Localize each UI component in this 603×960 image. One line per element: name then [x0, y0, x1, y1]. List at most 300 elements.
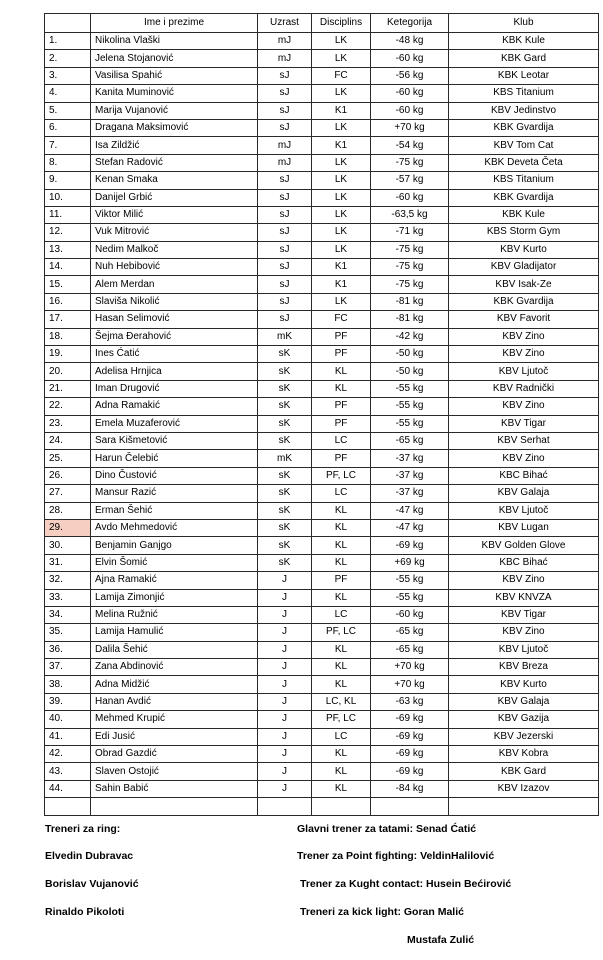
table-row — [45, 398, 599, 415]
competitor-name-cell: Marija Vujanović — [91, 102, 258, 119]
table-row — [45, 241, 599, 258]
age-group-cell: J — [258, 693, 312, 710]
competitor-name-cell: Vuk Mitrović — [91, 224, 258, 241]
table-header-row — [45, 14, 599, 33]
table-row — [45, 659, 599, 676]
table-row — [45, 641, 599, 658]
competitor-name-cell: Lamija Zimonjić — [91, 589, 258, 606]
weight-category-cell: -75 kg — [371, 259, 449, 276]
discipline-cell: LK — [312, 50, 371, 67]
header-number — [45, 14, 91, 33]
table-row — [45, 467, 599, 484]
weight-category-cell: -84 kg — [371, 780, 449, 797]
table-row — [45, 537, 599, 554]
club-cell: KBV Zino — [449, 328, 599, 345]
competitor-name-cell: Stefan Radović — [91, 154, 258, 171]
discipline-cell: PF — [312, 572, 371, 589]
age-group-cell: J — [258, 676, 312, 693]
weight-category-cell: -37 kg — [371, 485, 449, 502]
table-row — [45, 346, 599, 363]
weight-category-cell: -60 kg — [371, 85, 449, 102]
discipline-cell: LK — [312, 241, 371, 258]
ring-coach-name: Borislav Vujanović — [45, 878, 139, 890]
discipline-cell: LC — [312, 606, 371, 623]
age-group-cell — [258, 798, 312, 815]
competitor-name-cell: Ines Ćatić — [91, 346, 258, 363]
row-number-cell: 11. — [45, 206, 91, 223]
age-group-cell: sJ — [258, 293, 312, 310]
discipline-cell: PF — [312, 415, 371, 432]
weight-category-cell: -65 kg — [371, 432, 449, 449]
table-row — [45, 763, 599, 780]
club-cell: KBK Kule — [449, 206, 599, 223]
table-row — [45, 293, 599, 310]
competitor-name-cell: Nedim Malkoč — [91, 241, 258, 258]
club-cell: KBK Gvardija — [449, 119, 599, 136]
row-number-cell: 29. — [45, 519, 91, 536]
table-row — [45, 589, 599, 606]
table-row — [45, 276, 599, 293]
table-row — [45, 676, 599, 693]
discipline-cell: LK — [312, 172, 371, 189]
row-number-cell: 18. — [45, 328, 91, 345]
club-cell: KBV Izazov — [449, 780, 599, 797]
age-group-cell: mJ — [258, 33, 312, 50]
age-group-cell: J — [258, 728, 312, 745]
row-number-cell: 26. — [45, 467, 91, 484]
competitor-name-cell: Vasilisa Spahić — [91, 67, 258, 84]
competitor-name-cell: Lamija Hamulić — [91, 624, 258, 641]
row-number-cell: 16. — [45, 293, 91, 310]
weight-category-cell: -54 kg — [371, 137, 449, 154]
weight-category-cell: -75 kg — [371, 241, 449, 258]
club-cell: KBV Isak-Ze — [449, 276, 599, 293]
club-cell: KBV Golden Glove — [449, 537, 599, 554]
table-row — [45, 432, 599, 449]
weight-category-cell: -42 kg — [371, 328, 449, 345]
row-number-cell: 7. — [45, 137, 91, 154]
table-row — [45, 119, 599, 136]
discipline-cell: LK — [312, 33, 371, 50]
age-group-cell: sK — [258, 432, 312, 449]
weight-category-cell: -47 kg — [371, 502, 449, 519]
club-cell: KBV Lugan — [449, 519, 599, 536]
table-row — [45, 380, 599, 397]
club-cell: KBV Zino — [449, 346, 599, 363]
row-number-cell: 30. — [45, 537, 91, 554]
row-number-cell: 35. — [45, 624, 91, 641]
age-group-cell: J — [258, 711, 312, 728]
club-cell: KBV Galaja — [449, 485, 599, 502]
table-row — [45, 50, 599, 67]
row-number-cell: 10. — [45, 189, 91, 206]
table-row — [45, 259, 599, 276]
weight-category-cell: -55 kg — [371, 380, 449, 397]
weight-category-cell: -50 kg — [371, 363, 449, 380]
ring-coach-name: Rinaldo Pikoloti — [45, 906, 125, 918]
club-cell: KBV KNVZA — [449, 589, 599, 606]
age-group-cell: sJ — [258, 102, 312, 119]
row-number-cell: 32. — [45, 572, 91, 589]
competitor-name-cell: Adna Ramakić — [91, 398, 258, 415]
club-cell: KBV Ljutoč — [449, 363, 599, 380]
row-number-cell: 9. — [45, 172, 91, 189]
competitor-name-cell: Emela Muzaferović — [91, 415, 258, 432]
age-group-cell: sJ — [258, 276, 312, 293]
ring-coaches-heading: Treneri za ring: — [45, 823, 121, 835]
row-number-cell: 6. — [45, 119, 91, 136]
row-number-cell: 25. — [45, 450, 91, 467]
table-row — [45, 450, 599, 467]
club-cell: KBV Serhat — [449, 432, 599, 449]
competitor-name-cell: Viktor Milić — [91, 206, 258, 223]
competitor-name-cell: Slaven Ostojić — [91, 763, 258, 780]
weight-category-cell: +69 kg — [371, 554, 449, 571]
discipline-cell: KL — [312, 363, 371, 380]
club-cell: KBV Gazija — [449, 711, 599, 728]
competitor-name-cell: Edi Jusić — [91, 728, 258, 745]
club-cell: KBS Storm Gym — [449, 224, 599, 241]
discipline-cell: LK — [312, 189, 371, 206]
weight-category-cell: +70 kg — [371, 119, 449, 136]
club-cell: KBV Breza — [449, 659, 599, 676]
table-row — [45, 798, 599, 815]
weight-category-cell: -75 kg — [371, 276, 449, 293]
discipline-cell: PF — [312, 346, 371, 363]
header-name: Ime i prezime — [91, 14, 258, 33]
competitor-name-cell: Danijel Grbić — [91, 189, 258, 206]
club-cell: KBV Kurto — [449, 676, 599, 693]
row-number-cell: 15. — [45, 276, 91, 293]
competitor-name-cell: Adna Midžić — [91, 676, 258, 693]
row-number-cell: 2. — [45, 50, 91, 67]
discipline-cell: KL — [312, 589, 371, 606]
weight-category-cell: -71 kg — [371, 224, 449, 241]
discipline-cell: KL — [312, 537, 371, 554]
discipline-cell: LC, KL — [312, 693, 371, 710]
age-group-cell: J — [258, 746, 312, 763]
weight-category-cell: -60 kg — [371, 606, 449, 623]
table-row — [45, 154, 599, 171]
discipline-cell: KL — [312, 502, 371, 519]
weight-category-cell: -65 kg — [371, 641, 449, 658]
age-group-cell: sK — [258, 467, 312, 484]
weight-category-cell: -55 kg — [371, 398, 449, 415]
table-row — [45, 728, 599, 745]
competitor-name-cell: Mehmed Krupić — [91, 711, 258, 728]
table-row — [45, 172, 599, 189]
discipline-cell: KL — [312, 641, 371, 658]
age-group-cell: sK — [258, 554, 312, 571]
age-group-cell: sK — [258, 485, 312, 502]
row-number-cell: 12. — [45, 224, 91, 241]
weight-category-cell: -63,5 kg — [371, 206, 449, 223]
age-group-cell: mJ — [258, 50, 312, 67]
competitor-name-cell: Slaviša Nikolić — [91, 293, 258, 310]
discipline-cell: K1 — [312, 102, 371, 119]
weight-category-cell: -37 kg — [371, 450, 449, 467]
kick-contact-coach: Trener za Kught contact: Husein Bećirović — [300, 878, 512, 890]
age-group-cell: mK — [258, 450, 312, 467]
row-number-cell — [45, 798, 91, 815]
age-group-cell: sJ — [258, 189, 312, 206]
row-number-cell: 17. — [45, 311, 91, 328]
age-group-cell: sJ — [258, 206, 312, 223]
kick-light-coach-2: Mustafa Zulić — [407, 934, 475, 946]
weight-category-cell: -37 kg — [371, 467, 449, 484]
competitor-name-cell: Erman Šehić — [91, 502, 258, 519]
age-group-cell: sK — [258, 415, 312, 432]
table-row — [45, 137, 599, 154]
row-number-cell: 31. — [45, 554, 91, 571]
row-number-cell: 38. — [45, 676, 91, 693]
weight-category-cell: -69 kg — [371, 537, 449, 554]
discipline-cell: PF — [312, 450, 371, 467]
age-group-cell: mJ — [258, 154, 312, 171]
competitor-name-cell: Hasan Selimović — [91, 311, 258, 328]
table-row — [45, 606, 599, 623]
club-cell: KBV Zino — [449, 398, 599, 415]
row-number-cell: 3. — [45, 67, 91, 84]
club-cell: KBV Kobra — [449, 746, 599, 763]
discipline-cell: LK — [312, 85, 371, 102]
club-cell: KBV Ljutoč — [449, 641, 599, 658]
kick-light-coaches: Treneri za kick light: Goran Malić — [300, 906, 464, 918]
club-cell: KBV Galaja — [449, 693, 599, 710]
weight-category-cell: -60 kg — [371, 102, 449, 119]
club-cell — [449, 798, 599, 815]
weight-category-cell: -63 kg — [371, 693, 449, 710]
row-number-cell: 4. — [45, 85, 91, 102]
row-number-cell: 24. — [45, 432, 91, 449]
head-coach-tatami: Glavni trener za tatami: Senad Ćatić — [297, 823, 477, 835]
discipline-cell: LC — [312, 485, 371, 502]
row-number-cell: 28. — [45, 502, 91, 519]
row-number-cell: 20. — [45, 363, 91, 380]
competitor-name-cell: Avdo Mehmedović — [91, 519, 258, 536]
competitor-name-cell: Šejma Đerahović — [91, 328, 258, 345]
row-number-cell: 34. — [45, 606, 91, 623]
weight-category-cell: -69 kg — [371, 711, 449, 728]
competitor-name-cell: Ajna Ramakić — [91, 572, 258, 589]
weight-category-cell: -69 kg — [371, 728, 449, 745]
competitor-name-cell: Zana Abdinović — [91, 659, 258, 676]
header-age: Uzrast — [258, 14, 312, 33]
discipline-cell: LK — [312, 154, 371, 171]
discipline-cell: K1 — [312, 137, 371, 154]
row-number-cell: 21. — [45, 380, 91, 397]
discipline-cell: LK — [312, 224, 371, 241]
header-club: Klub — [449, 14, 599, 33]
club-cell: KBV Jezerski — [449, 728, 599, 745]
age-group-cell: mK — [258, 328, 312, 345]
competitor-name-cell: Alem Merdan — [91, 276, 258, 293]
age-group-cell: sJ — [258, 67, 312, 84]
competitor-name-cell: Benjamin Ganjgo — [91, 537, 258, 554]
age-group-cell: sJ — [258, 172, 312, 189]
row-number-cell: 43. — [45, 763, 91, 780]
competitor-name-cell: Sara Kišmetović — [91, 432, 258, 449]
discipline-cell: K1 — [312, 259, 371, 276]
age-group-cell: sK — [258, 519, 312, 536]
table-row — [45, 693, 599, 710]
age-group-cell: sK — [258, 537, 312, 554]
table-row — [45, 328, 599, 345]
age-group-cell: sK — [258, 363, 312, 380]
competitor-name-cell: Mansur Razić — [91, 485, 258, 502]
age-group-cell: J — [258, 763, 312, 780]
club-cell: KBV Radnički — [449, 380, 599, 397]
weight-category-cell: -55 kg — [371, 572, 449, 589]
table-row — [45, 711, 599, 728]
club-cell: KBV Zino — [449, 572, 599, 589]
table-row — [45, 311, 599, 328]
age-group-cell: sJ — [258, 241, 312, 258]
age-group-cell: J — [258, 780, 312, 797]
club-cell: KBV Ljutoč — [449, 502, 599, 519]
competitor-name-cell — [91, 798, 258, 815]
row-number-cell: 1. — [45, 33, 91, 50]
point-fighting-coach: Trener za Point fighting: VeldinHalilović — [297, 850, 495, 862]
table-row — [45, 485, 599, 502]
table-row — [45, 554, 599, 571]
weight-category-cell: -69 kg — [371, 746, 449, 763]
club-cell: KBK Gvardija — [449, 293, 599, 310]
weight-category-cell: -56 kg — [371, 67, 449, 84]
weight-category-cell: -55 kg — [371, 415, 449, 432]
discipline-cell: PF, LC — [312, 624, 371, 641]
table-row — [45, 502, 599, 519]
row-number-cell: 23. — [45, 415, 91, 432]
ring-coach-name: Elvedin Dubravac — [45, 850, 134, 862]
competitor-name-cell: Sahin Babić — [91, 780, 258, 797]
club-cell: KBV Tigar — [449, 415, 599, 432]
weight-category-cell: +70 kg — [371, 676, 449, 693]
age-group-cell: sJ — [258, 259, 312, 276]
table-row — [45, 519, 599, 536]
competitors-table — [44, 13, 599, 816]
age-group-cell: sJ — [258, 224, 312, 241]
competitor-name-cell: Kenan Smaka — [91, 172, 258, 189]
weight-category-cell: -65 kg — [371, 624, 449, 641]
weight-category-cell: -60 kg — [371, 50, 449, 67]
discipline-cell: KL — [312, 554, 371, 571]
club-cell: KBV Tom Cat — [449, 137, 599, 154]
age-group-cell: sK — [258, 380, 312, 397]
discipline-cell: KL — [312, 676, 371, 693]
table-row — [45, 572, 599, 589]
discipline-cell: LC — [312, 728, 371, 745]
competitor-name-cell: Nikolina Vlaški — [91, 33, 258, 50]
discipline-cell: PF, LC — [312, 467, 371, 484]
row-number-cell: 19. — [45, 346, 91, 363]
table-row — [45, 224, 599, 241]
discipline-cell — [312, 798, 371, 815]
discipline-cell: LC — [312, 432, 371, 449]
competitor-name-cell: Iman Drugović — [91, 380, 258, 397]
row-number-cell: 14. — [45, 259, 91, 276]
age-group-cell: J — [258, 641, 312, 658]
discipline-cell: LK — [312, 206, 371, 223]
discipline-cell: KL — [312, 380, 371, 397]
discipline-cell: LK — [312, 119, 371, 136]
row-number-cell: 5. — [45, 102, 91, 119]
weight-category-cell: -57 kg — [371, 172, 449, 189]
discipline-cell: K1 — [312, 276, 371, 293]
club-cell: KBS Titanium — [449, 172, 599, 189]
discipline-cell: KL — [312, 659, 371, 676]
age-group-cell: sK — [258, 502, 312, 519]
age-group-cell: J — [258, 589, 312, 606]
row-number-cell: 41. — [45, 728, 91, 745]
table-row — [45, 67, 599, 84]
competitor-name-cell: Kanita Muminović — [91, 85, 258, 102]
club-cell: KBV Zino — [449, 450, 599, 467]
table-row — [45, 780, 599, 797]
header-discipline: Disciplins — [312, 14, 371, 33]
table-row — [45, 363, 599, 380]
row-number-cell: 42. — [45, 746, 91, 763]
weight-category-cell: -55 kg — [371, 589, 449, 606]
weight-category-cell: -81 kg — [371, 311, 449, 328]
competitor-name-cell: Obrad Gazdić — [91, 746, 258, 763]
weight-category-cell: +70 kg — [371, 659, 449, 676]
competitor-name-cell: Dalila Šehić — [91, 641, 258, 658]
table-row — [45, 102, 599, 119]
weight-category-cell: -60 kg — [371, 189, 449, 206]
club-cell: KBK Kule — [449, 33, 599, 50]
club-cell: KBV Zino — [449, 624, 599, 641]
table-row — [45, 189, 599, 206]
competitor-name-cell: Hanan Avdić — [91, 693, 258, 710]
weight-category-cell: -69 kg — [371, 763, 449, 780]
table-body — [45, 33, 599, 816]
club-cell: KBK Leotar — [449, 67, 599, 84]
club-cell: KBV Gladijator — [449, 259, 599, 276]
discipline-cell: KL — [312, 780, 371, 797]
competitor-name-cell: Dragana Maksimović — [91, 119, 258, 136]
age-group-cell: sK — [258, 346, 312, 363]
club-cell: KBV Kurto — [449, 241, 599, 258]
age-group-cell: mJ — [258, 137, 312, 154]
header-category: Ketegorija — [371, 14, 449, 33]
row-number-cell: 13. — [45, 241, 91, 258]
competitor-name-cell: Elvin Šomić — [91, 554, 258, 571]
table-row — [45, 415, 599, 432]
discipline-cell: KL — [312, 746, 371, 763]
row-number-cell: 39. — [45, 693, 91, 710]
competitor-name-cell: Harun Čelebić — [91, 450, 258, 467]
discipline-cell: KL — [312, 519, 371, 536]
table-row — [45, 624, 599, 641]
discipline-cell: LK — [312, 293, 371, 310]
row-number-cell: 36. — [45, 641, 91, 658]
weight-category-cell: -48 kg — [371, 33, 449, 50]
club-cell: KBS Titanium — [449, 85, 599, 102]
row-number-cell: 37. — [45, 659, 91, 676]
discipline-cell: PF — [312, 398, 371, 415]
discipline-cell: FC — [312, 311, 371, 328]
weight-category-cell — [371, 798, 449, 815]
table-row — [45, 206, 599, 223]
table-row — [45, 33, 599, 50]
age-group-cell: sJ — [258, 311, 312, 328]
age-group-cell: J — [258, 572, 312, 589]
discipline-cell: PF, LC — [312, 711, 371, 728]
club-cell: KBK Gvardija — [449, 189, 599, 206]
club-cell: KBK Gard — [449, 763, 599, 780]
row-number-cell: 8. — [45, 154, 91, 171]
